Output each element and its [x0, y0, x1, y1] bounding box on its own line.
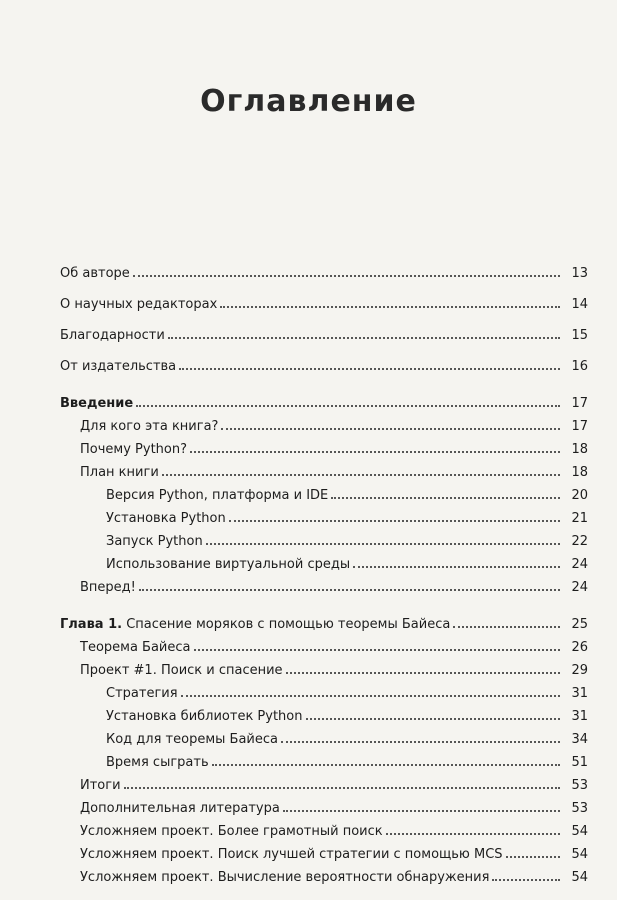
dot-leader	[179, 368, 560, 370]
toc-entry-play-time	[60, 747, 588, 770]
toc-entry-page: 25	[571, 617, 588, 632]
toc-entry-page: 54	[571, 847, 588, 862]
toc-entry-acknowledgements	[60, 320, 588, 343]
toc-entry-label: О научных редакторах	[60, 297, 220, 312]
toc-entry-label: Установка Python	[106, 511, 229, 526]
toc-entry-scientific-editors	[60, 289, 588, 312]
toc-entry-challenge-mcs	[60, 839, 588, 862]
dot-leader	[229, 520, 560, 522]
toc-entry-bayes-code	[60, 724, 588, 747]
dot-leader	[139, 589, 560, 591]
dot-leader	[212, 764, 560, 766]
dot-leader	[220, 306, 560, 308]
toc-entry-label: Вперед!	[80, 580, 139, 595]
toc-entry-chapter-1	[60, 609, 588, 632]
toc-entry-page: 31	[571, 686, 588, 701]
dot-leader	[386, 833, 560, 835]
toc-entry-page: 21	[571, 511, 588, 526]
toc-entry-page: 18	[571, 465, 588, 480]
toc-entry-page: 31	[571, 709, 588, 724]
toc-entry-page: 17	[571, 396, 588, 411]
toc-entry-page: 53	[571, 778, 588, 793]
toc-entry-label: Теорема Байеса	[80, 640, 194, 655]
toc-entry-label: Установка библиотек Python	[106, 709, 306, 724]
toc-entry-why-python	[60, 434, 588, 457]
toc-entry-page: 20	[571, 488, 588, 503]
toc-entry-forward	[60, 572, 588, 595]
dot-leader	[306, 718, 561, 720]
dot-leader	[281, 741, 560, 743]
dot-leader	[286, 672, 560, 674]
toc-entry-who-is-book-for	[60, 411, 588, 434]
chapter-title: Спасение моряков с помощью теоремы Байеса	[126, 617, 451, 632]
toc-entry-python-version	[60, 480, 588, 503]
toc-entry-page: 26	[571, 640, 588, 655]
dot-leader	[492, 879, 560, 881]
dot-leader	[181, 695, 560, 697]
toc-entry-page: 29	[571, 663, 588, 678]
toc-entry-page: 14	[571, 297, 588, 312]
toc-entry-project-1	[60, 655, 588, 678]
page-title: Оглавление	[200, 84, 417, 119]
dot-leader	[353, 566, 560, 568]
toc-entry-page: 15	[571, 328, 588, 343]
dot-leader	[133, 275, 560, 277]
dot-leader	[453, 626, 560, 628]
toc-entry-summary	[60, 770, 588, 793]
toc-entry-label: Итоги	[80, 778, 124, 793]
toc-entry-label: Для кого эта книга?	[80, 419, 221, 434]
toc-entry-page: 54	[571, 870, 588, 885]
toc-entry-page: 16	[571, 359, 588, 374]
toc-entry-label: Введение	[60, 396, 136, 411]
toc-entry-label: Код для теоремы Байеса	[106, 732, 281, 747]
toc-entry-book-plan	[60, 457, 588, 480]
toc-entry-label: Время сыграть	[106, 755, 212, 770]
toc-entry-label: Благодарности	[60, 328, 168, 343]
toc-entry-virtual-env	[60, 549, 588, 572]
toc-entry-challenge-smarter-search	[60, 816, 588, 839]
toc-entry-label: Проект #1. Поиск и спасение	[80, 663, 286, 678]
dot-leader	[136, 405, 560, 407]
dot-leader	[190, 451, 560, 453]
toc-entry-label: Усложняем проект. Более грамотный поиск	[80, 824, 386, 839]
chapter-number: Глава 1.	[60, 617, 123, 632]
toc-entry-from-publisher	[60, 351, 588, 374]
toc-entry-label: Версия Python, платформа и IDE	[106, 488, 331, 503]
dot-leader	[221, 428, 560, 430]
toc-entry-page: 17	[571, 419, 588, 434]
toc-entry-label: Усложняем проект. Поиск лучшей стратегии с помощью MCS	[80, 847, 506, 862]
toc-entry-strategy	[60, 678, 588, 701]
dot-leader	[124, 787, 560, 789]
toc-entry-about-author	[60, 258, 588, 281]
toc-entry-label: Использование виртуальной среды	[106, 557, 353, 572]
dot-leader	[506, 856, 560, 858]
toc-entry-label: Почему Python?	[80, 442, 190, 457]
toc-entry-label: Об авторе	[60, 266, 133, 281]
dot-leader	[194, 649, 561, 651]
toc-entry-label: Усложняем проект. Вычисление вероятности обнаружения	[80, 870, 492, 885]
toc-entry-install-libraries	[60, 701, 588, 724]
toc-entry-label: Стратегия	[106, 686, 181, 701]
toc-entry-label: Запуск Python	[106, 534, 206, 549]
toc-entry-label: План книги	[80, 465, 162, 480]
toc-entry-install-python	[60, 503, 588, 526]
toc-entry-page: 34	[571, 732, 588, 747]
toc-entry-label: От издательства	[60, 359, 179, 374]
toc-entry-page: 22	[571, 534, 588, 549]
dot-leader	[331, 497, 560, 499]
dot-leader	[168, 337, 560, 339]
toc-entry-page: 24	[571, 557, 588, 572]
toc-entry-page: 18	[571, 442, 588, 457]
toc-entry-page: 53	[571, 801, 588, 816]
toc-entry-further-reading	[60, 793, 588, 816]
toc-entry-page: 51	[571, 755, 588, 770]
dot-leader	[162, 474, 560, 476]
toc-entry-label: Дополнительная литература	[80, 801, 283, 816]
table-of-contents	[60, 258, 588, 885]
dot-leader	[283, 810, 560, 812]
toc-entry-bayes-theorem	[60, 632, 588, 655]
toc-entry-introduction	[60, 388, 588, 411]
toc-entry-label	[60, 617, 453, 632]
toc-entry-page: 13	[571, 266, 588, 281]
toc-entry-page: 24	[571, 580, 588, 595]
toc-entry-challenge-detection-probability	[60, 862, 588, 885]
toc-entry-page: 54	[571, 824, 588, 839]
dot-leader	[206, 543, 560, 545]
toc-entry-run-python	[60, 526, 588, 549]
